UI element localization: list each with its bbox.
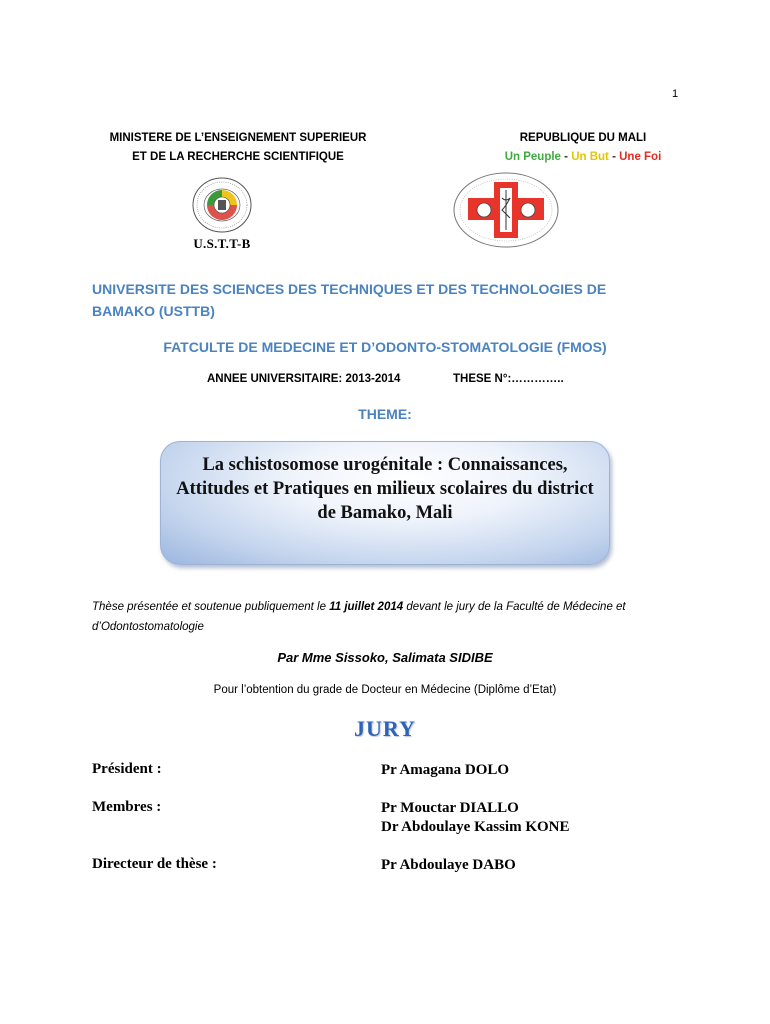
degree-purpose: Pour l’obtention du grade de Docteur en Médecine (Diplôme d’Etat) (213, 684, 557, 696)
republic-name: REPUBLIQUE DU MALI (519, 132, 647, 144)
president-label: Président : (92, 761, 162, 777)
faculty-name: FATCULTE DE MEDECINE ET D’ODONTO-STOMATOLOGIE (FMOS) (163, 339, 607, 355)
academic-year: ANNEE UNIVERSITAIRE: 2013-2014 (207, 373, 401, 385)
motto-part-1: Un Peuple (504, 151, 561, 163)
director-label: Directeur de thèse : (92, 856, 217, 872)
university-name: UNIVERSITE DES SCIENCES DES TECHNIQUES ET DES TECHNOLOGIES DE BAMAKO (USTTB) (92, 281, 607, 319)
jury-title: JURY (354, 716, 416, 741)
theme-box (160, 441, 610, 565)
member-name-1: Pr Mouctar DIALLO (381, 800, 519, 816)
director-name: Pr Abdoulaye DABO (381, 857, 516, 873)
members-label: Membres : (92, 799, 162, 815)
ministry-line-1: MINISTERE DE L’ENSEIGNEMENT SUPERIEUR (109, 132, 367, 144)
author: Par Mme Sissoko, Salimata SIDIBE (277, 650, 493, 665)
motto-part-3: Une Foi (619, 151, 662, 163)
president-name: Pr Amagana DOLO (381, 762, 510, 778)
presentation-before: Thèse présentée et soutenue publiquement le (92, 601, 330, 613)
usttb-logo-caption: U.S.T.T-B (193, 236, 251, 251)
ministry-line-2: ET DE LA RECHERCHE SCIENTIFIQUE (132, 151, 344, 163)
ministry-header (92, 129, 384, 167)
presentation-text (92, 597, 682, 637)
national-motto (488, 148, 678, 167)
motto-separator-1: - (560, 151, 572, 163)
presentation-after: devant le jury de la Faculté de Médecine et d’Odontostomatologie (92, 601, 626, 633)
page-number: 1 (672, 88, 679, 100)
member-name-2: Dr Abdoulaye Kassim KONE (381, 819, 570, 835)
motto-separator-2: - (608, 151, 620, 163)
theme-label: THEME: (358, 406, 412, 422)
motto-part-2: Un But (571, 151, 609, 163)
fmos-seal-logo (450, 170, 562, 250)
thesis-number: THESE N°:………….. (453, 373, 564, 385)
republic-header (488, 129, 678, 167)
thesis-title: La schistosomose urogénitale : Connaissances, Attitudes et Pratiques en milieux scolaires du district de Bamako, Mali (176, 455, 594, 523)
defense-date: 11 juillet 2014 (329, 601, 404, 613)
